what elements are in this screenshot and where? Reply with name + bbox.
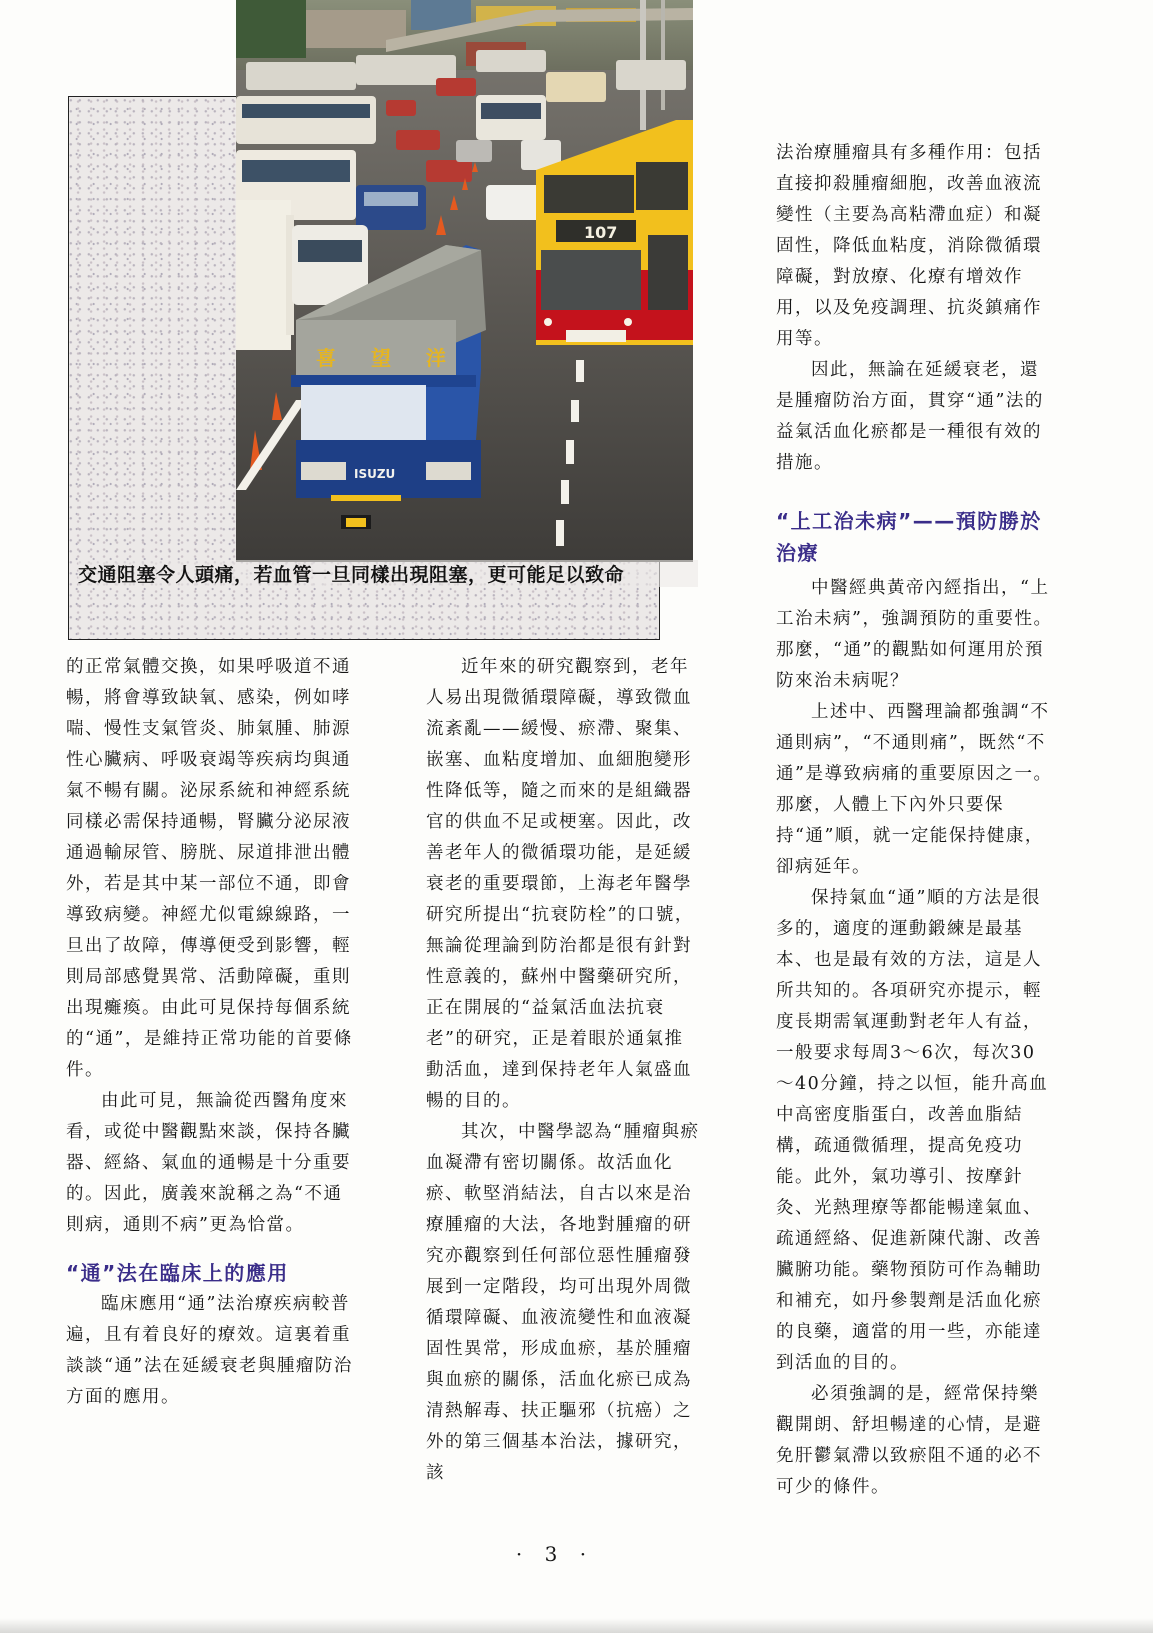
col3-paragraph-1: 法治療腫瘤具有多種作用：包括直接抑殺腫瘤細胞，改善血液流變性（主要為高粘滯血症）和凝固性，降低血粘度，消除微循環障礙，對放療、化療有增效作用，以及免疫調理、抗炎鎮痛作用等。 (776, 143, 1042, 349)
scan-edge-shadow (0, 1618, 1153, 1633)
col1-paragraph-2: 由此可見，無論從西醫角度來看，或從中醫觀點來談，保持各臟器、經絡、氣血的通暢是十分重要的。因此，廣義來說稱之為“不通則病，通則不病”更為恰當。 (66, 1091, 351, 1235)
section-heading-tong-clinical: “通”法在臨床上的應用 (66, 1261, 289, 1285)
section-heading-prevention: “上工治未病”——預防勝於治療 (776, 509, 1042, 565)
col3-paragraph-3: 中醫經典黃帝內經指出，“上工治未病”，強調預防的重要性。那麼，“通”的觀點如何運用於預防來治未病呢？ (776, 578, 1053, 691)
text-column-3 (776, 138, 1054, 1503)
col2-paragraph-2: 其次，中醫學認為“腫瘤與瘀血凝滯有密切關係。故活血化瘀、軟堅消結法，自古以來是治療腫瘤的大法，各地對腫瘤的研究亦觀察到任何部位惡性腫瘤發展到一定階段，均可出現外周微循環障礙、血液流變性和血液凝固性異常，形成血瘀，基於腫瘤與血瘀的關係，活血化瘀已成為清熱解毒、扶正驅邪（抗癌）之外的第三個基本治法，據研究，該 (426, 1122, 700, 1483)
traffic-jam-photo (236, 0, 693, 562)
text-column-1 (66, 652, 356, 1413)
photo-caption: 交通阻塞令人頭痛，若血管一旦同樣出現阻塞，更可能足以致命 (78, 560, 698, 587)
truck-sign: 喜 望 洋 (316, 346, 460, 370)
col3-paragraph-2: 因此，無論在延緩衰老，還是腫瘤防治方面，貫穿“通”法的益氣活血化瘀都是一種很有效的措施。 (776, 360, 1044, 473)
bus-route-number: 107 (584, 223, 618, 242)
page-number: · 3 · (515, 1542, 595, 1566)
col3-paragraph-6: 必須強調的是，經常保持樂觀開朗、舒坦暢達的心情，是避免肝鬱氣滯以致瘀阻不通的必不可少的條件。 (776, 1384, 1042, 1497)
col1-paragraph-3: 臨床應用“通”法治療疾病較普遍，且有着良好的療效。這裏着重談談“通”法在延緩衰老與腫瘤防治方面的應用。 (66, 1294, 353, 1407)
col3-paragraph-4: 上述中、西醫理論都強調“不通則病”，“不通則痛”，既然“不通”是導致病痛的重要原因之一。那麼，人體上下內外只要保持“通”順，就一定能保持健康，卻病延年。 (776, 702, 1053, 877)
col3-paragraph-5: 保持氣血“通”順的方法是很多的，適度的運動鍛練是最基本、也是最有效的方法，這是人所共知的。各項研究亦提示，輕度長期需氧運動對老年人有益，一般要求每周3～6次，每次30～40分鐘，持之以恒，能升高血中高密度脂蛋白，改善血脂結構，疏通微循理，提高免疫功能。此外，氣功導引、按摩針灸、光熱理療等都能暢達氣血、疏通經絡、促進新陳代謝、改善臟腑功能。藥物預防可作為輔助和補充，如丹參製劑是活血化瘀的良藥，適當的用一些，亦能達到活血的目的。 (776, 888, 1049, 1373)
truck-brand-label: ISUZU (354, 467, 396, 481)
text-column-2 (426, 652, 701, 1489)
col1-paragraph-1: 的正常氣體交換，如果呼吸道不通暢，將會導致缺氧、感染，例如哮喘、慢性支氣管炎、肺氣腫、肺源性心臟病、呼吸衰竭等疾病均與通氣不暢有關。泌尿系統和神經系統同樣必需保持通暢，腎臟分泌尿液通過輸尿管、膀胱、尿道排泄出體外，若是其中某一部位不通，即會導致病變。神經尤似電線線路，一旦出了故障，傳導便受到影響，輕則局部感覺異常、活動障礙，重則出現癱瘓。由此可見保持每個系統的“通”，是維持正常功能的首要條件。 (66, 657, 353, 1080)
col2-paragraph-1: 近年來的研究觀察到，老年人易出現微循環障礙，導致微血流紊亂——緩慢、瘀滯、聚集、嵌塞、血粘度增加、血細胞變形性降低等，隨之而來的是組織器官的供血不足或梗塞。因此，改善老年人的微循環功能，是延緩衰老的重要環節，上海老年醫學研究所提出“抗衰防栓”的口號，無論從理論到防治都是很有針對性意義的，蘇州中醫藥研究所，正在開展的“益氣活血法抗衰老”的研究，正是着眼於通氣推動活血，達到保持老年人氣盛血暢的目的。 (426, 657, 694, 1111)
